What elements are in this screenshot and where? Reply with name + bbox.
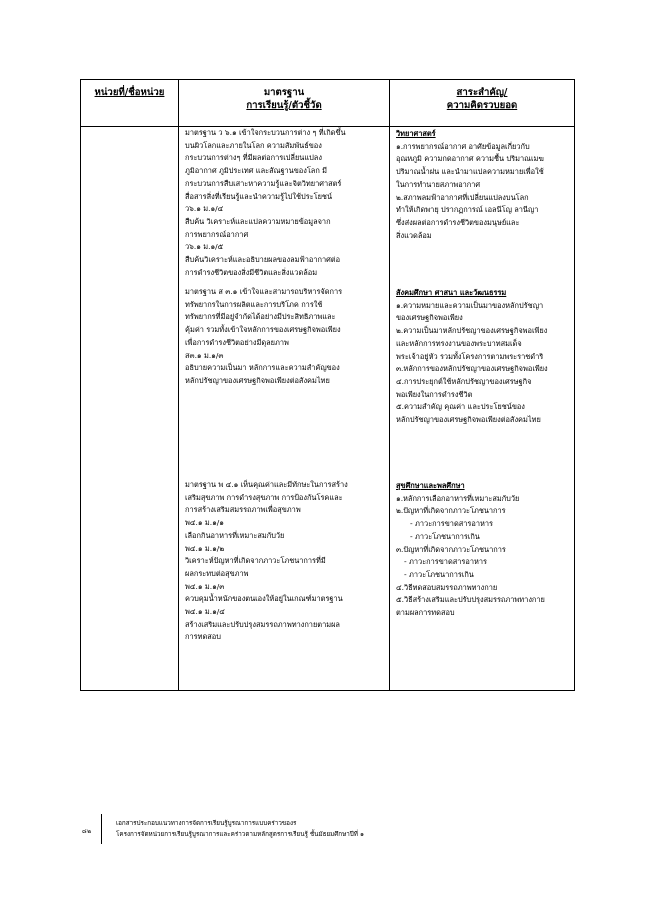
key-line: ๒.ความเป็นมาหลักปรัชญาของเศรษฐกิจพอเพียง [396, 326, 548, 336]
subject-heading: สังคมศึกษา ศาสนา และวัฒนธรรม [396, 288, 507, 297]
key-subitem: - ภาวะการขาดสารอาหาร [404, 557, 487, 567]
key-line: ๑.การพยากรณ์อากาศ อาศัยข้อมูลเกี่ยวกับ [396, 141, 530, 151]
footer-document-title [116, 818, 364, 840]
key-line: พระเจ้าอยู่หัว รวมทั้งโครงการตามพระราชดำริ [396, 351, 544, 361]
key-line: ในการทำนายสภาพอากาศ [396, 179, 481, 189]
header-key-line1: สาระสำคัญ/ [456, 87, 508, 98]
key-line: ๒.สภาพลมฟ้าอากาศที่เปลี่ยนแปลงบนโลก [396, 192, 529, 202]
standard-line: สร้างเสริมและปรับปรุงสมรรถภาพทางกายตามผล [185, 619, 340, 629]
header-unit-label: หน่วยที่/ชื่อหน่วย [94, 87, 165, 98]
header-standard [179, 80, 390, 127]
key-line: ๑.ความหมายและความเป็นมาของหลักปรัชญา [396, 300, 544, 310]
key-concept-cell [390, 127, 575, 691]
footer-divider [101, 814, 102, 844]
standard-line: อธิบายความเป็นมา หลักการและความสำคัญของ [185, 363, 340, 373]
indicator-code: ส๓.๑ ม.๑/๓ [185, 350, 224, 360]
standard-line: กระบวนการต่างๆ ที่มีผลต่อการเปลี่ยนแปลง [185, 153, 322, 163]
indicator-code: พ๔.๑ ม.๑/๔ [185, 607, 225, 617]
key-subitem: - ภาวะโภชนาการเกิน [410, 531, 480, 541]
key-line: พอเพียงในการดำรงชีวิต [396, 389, 473, 399]
standard-line: หลักปรัชญาของเศรษฐกิจพอเพียงต่อสังคมไทย [185, 375, 330, 385]
standard-line: คุ้มค่า รวมทั้งเข้าใจหลักการของเศรษฐกิจพอเพียง [185, 325, 341, 335]
standard-line: เพื่อการดำรงชีวิตอย่างมีดุลยภาพ [185, 337, 289, 347]
footer-line-2: โครงการจัดหน่วยการเรียนรู้บูรณาการและคร่าวตามหลักสูตรการเรียนรู้ ชั้นมัธยมศึกษาปีที่ ๑ [116, 831, 364, 838]
page-footer [0, 808, 658, 848]
key-block-science [390, 127, 574, 286]
indicator-code: ว๖.๑ ม.๑/๕ [185, 242, 224, 252]
key-line: ๓.หลักการของหลักปรัชญาของเศรษฐกิจพอเพียง [396, 364, 548, 374]
key-line: ปริมาณน้ำฝน และนำมาแปลความหมายเพื่อใช้ [396, 167, 544, 177]
header-key-line2: ความคิดรวบยอด [446, 100, 518, 111]
standard-line: สืบค้น วิเคราะห์และแปลความหมายข้อมูลจาก [185, 216, 331, 226]
header-standard-line2: การเรียนรู้/ตัวชี้วัด [246, 100, 322, 111]
subject-heading: สุขศึกษาและพลศึกษา [396, 481, 465, 490]
standard-line: มาตรฐาน พ ๔.๑ เห็นคุณค่าและมีทักษะในการสร้าง [185, 480, 348, 489]
standard-line: การพยากรณ์อากาศ [185, 229, 249, 239]
key-line: ๓.ปัญหาที่เกิดจากภาวะโภชนาการ [396, 544, 506, 554]
standard-line: เสริมสุขภาพ การดำรงสุขภาพ การป้องกันโรคและ [185, 492, 343, 502]
standard-line: การทดสอบ [185, 632, 221, 642]
key-line: ตามผลการทดสอบ [396, 608, 455, 618]
key-line: ๑.หลักการเลือกอาหารที่เหมาะสมกับวัย [396, 493, 520, 503]
standard-line: กระบวนการสืบเสาะหาความรู้และจิตวิทยาศาสตร์ [185, 178, 342, 188]
standard-cell [179, 127, 390, 691]
standard-line: มาตรฐาน ส ๓.๑ เข้าใจและสามารถบริหารจัดการ [185, 287, 343, 296]
key-line: ทำให้เกิดพายุ ปรากฏการณ์ เอลนีโญ ลานีญา [396, 205, 539, 215]
key-subitem: - ภาวะการขาดสารอาหาร [410, 519, 493, 529]
key-line: ๒.ปัญหาที่เกิดจากภาวะโภชนาการ [396, 506, 506, 516]
footer-line-1: เอกสารประกอบแนวทางการจัดการเรียนรู้บูรณาการแบบคร่าวของร [116, 820, 297, 827]
curriculum-table [80, 79, 575, 691]
subject-heading: วิทยาศาสตร์ [396, 129, 436, 138]
standard-line: ภูมิอากาศ ภูมิประเทศ และสัณฐานของโลก มี [185, 166, 328, 176]
indicator-code: ว๖.๑ ม.๑/๔ [185, 204, 224, 214]
table-header-row [81, 80, 575, 127]
standard-line: วิเคราะห์ปัญหาที่เกิดจากภาวะโภชนาการที่มี [185, 556, 326, 566]
standard-line: การดำรงชีวิตของสิ่งมีชีวิตและสิ่งแวดล้อม [185, 267, 318, 277]
key-line: ๔.วิธีทดสอบสมรรถภาพทางกาย [396, 582, 498, 592]
key-block-health [390, 479, 574, 690]
key-line: และหลักการทรงงานของพระบาทสมเด็จ [396, 338, 522, 348]
standard-line: สื่อสารสิ่งที่เรียนรู้และนำความรู้ไปใช้ประโยชน์ [185, 191, 333, 201]
standard-line: ควบคุมน้ำหนักของตนเองให้อยู่ในเกณฑ์มาตรฐาน [185, 594, 343, 604]
key-line: อุณหภูมิ ความกดอากาศ ความชื้น ปริมาณเมฆ [396, 154, 544, 164]
indicator-code: พ๔.๑ ม.๑/๓ [185, 581, 225, 591]
standard-line: การสร้างเสริมสมรรถภาพเพื่อสุขภาพ [185, 505, 301, 515]
key-line: ๔.การประยุกต์ใช้หลักปรัชญาของเศรษฐกิจ [396, 376, 532, 386]
page-number: ๘๒ [82, 828, 92, 835]
key-line: ๕.วิธีสร้างเสริมและปรับปรุงสมรรถภาพทางกาย [396, 595, 545, 605]
standard-block-health [179, 478, 389, 689]
key-line: ของเศรษฐกิจพอเพียง [396, 313, 463, 323]
standard-line: ทรัพยากรที่มีอยู่จำกัดได้อย่างมีประสิทธิภาพและ [185, 312, 336, 322]
indicator-code: พ๔.๑ ม.๑/๑ [185, 518, 224, 528]
key-block-social [390, 286, 574, 479]
header-key-concept [390, 80, 575, 127]
standard-block-science [179, 127, 389, 285]
key-line: ๕.ความสำคัญ คุณค่า และประโยชน์ของ [396, 402, 525, 412]
standard-line: ผลกระทบต่อสุขภาพ [185, 568, 249, 578]
key-line: ซึ่งส่งผลต่อการดำรงชีวิตของมนุษย์และ [396, 217, 520, 227]
key-line: สิ่งแวดล้อม [396, 230, 432, 240]
standard-line: เลือกกินอาหารที่เหมาะสมกับวัย [185, 530, 285, 540]
table-body-row [81, 127, 575, 691]
indicator-code: พ๔.๑ ม.๑/๒ [185, 543, 225, 553]
standard-line: สืบค้นวิเคราะห์และอธิบายผลของลมฟ้าอากาศต่อ [185, 255, 341, 265]
header-unit [81, 80, 179, 127]
key-line: หลักปรัชญาของเศรษฐกิจพอเพียงต่อสังคมไทย [396, 415, 541, 425]
header-standard-line1: มาตรฐาน [263, 87, 305, 98]
key-subitem: - ภาวะโภชนาการเกิน [404, 569, 474, 579]
standard-line: มาตรฐาน ว ๖.๑ เข้าใจกระบวนการต่าง ๆ ที่เกิดขึ้น [185, 128, 346, 137]
standard-block-social [179, 285, 389, 478]
unit-cell [81, 127, 179, 691]
standard-line: ทรัพยากรในการผลิตและการบริโภค การใช้ [185, 299, 323, 309]
standard-line: บนผิวโลกและภายในโลก ความสัมพันธ์ของ [185, 140, 322, 150]
